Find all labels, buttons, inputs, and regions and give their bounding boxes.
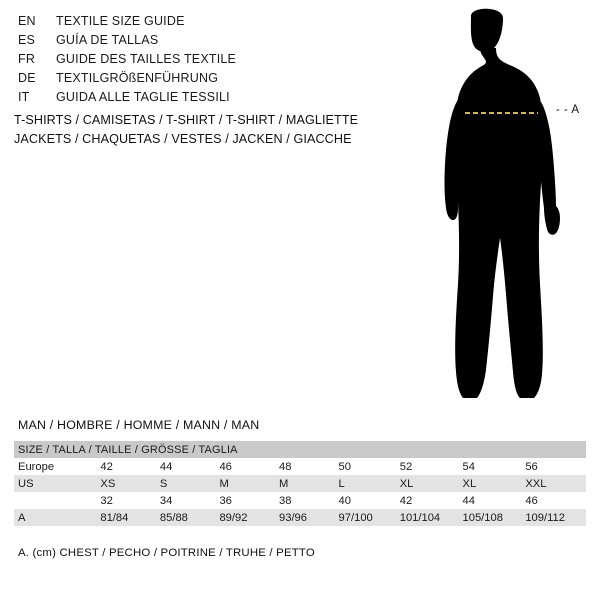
language-code: EN [18,14,36,28]
cell-value: 56 [523,458,586,475]
cell-value: 50 [337,458,398,475]
language-text: GUIDA ALLE TAGLIE TESSILI [56,90,230,104]
language-row-fr [18,52,378,71]
cell-value: 48 [277,458,337,475]
cell-value: XL [461,475,524,492]
language-code: ES [18,33,36,47]
cell-value: 109/112 [523,509,586,526]
language-guide-block [18,14,378,109]
category-jackets: JACKETS / CHAQUETAS / VESTES / JACKEN / GIACCHE [14,132,352,146]
cell-value: L [337,475,398,492]
table-row [14,475,586,492]
cell-value: 93/96 [277,509,337,526]
table-title: MAN / HOMBRE / HOMME / MANN / MAN [18,418,260,432]
cell-value: 42 [398,492,461,509]
size-table [14,441,586,526]
male-silhouette-figure [408,8,593,408]
cell-value: 54 [461,458,524,475]
cell-value: 97/100 [337,509,398,526]
category-tshirts: T-SHIRTS / CAMISETAS / T-SHIRT / T-SHIRT / MAGLIETTE [14,113,359,127]
language-text: GUÍA DE TALLAS [56,33,159,47]
cell-value: S [158,475,218,492]
cell-value: M [277,475,337,492]
cell-value: 81/84 [98,509,158,526]
cell-value: 46 [523,492,586,509]
table-header-label: SIZE / TALLA / TAILLE / GRÖSSE / TAGLIA [14,441,586,458]
cell-value: XL [398,475,461,492]
row-label: Europe [14,458,98,475]
row-label: A [14,509,98,526]
language-code: DE [18,71,36,85]
language-row-es [18,33,378,52]
cell-value: 44 [158,458,218,475]
cell-value: 101/104 [398,509,461,526]
cell-value: 105/108 [461,509,524,526]
language-text: GUIDE DES TAILLES TEXTILE [56,52,237,66]
garment-category-block [14,111,434,149]
language-row-de [18,71,378,90]
cell-value: 34 [158,492,218,509]
cell-value: 38 [277,492,337,509]
language-row-en [18,14,378,33]
cell-value: XS [98,475,158,492]
row-label: US [14,475,98,492]
language-text: TEXTILE SIZE GUIDE [56,14,185,28]
chest-measure-callout [556,104,580,116]
cell-value: XXL [523,475,586,492]
cell-value: 52 [398,458,461,475]
row-label [14,492,98,509]
cell-value: 89/92 [217,509,277,526]
cell-value: 36 [217,492,277,509]
table-footnote: A. (cm) CHEST / PECHO / POITRINE / TRUHE / PETTO [18,547,315,559]
cell-value: 32 [98,492,158,509]
language-code: IT [18,90,30,104]
cell-value: 42 [98,458,158,475]
language-text: TEXTILGRÖßENFÜHRUNG [56,71,219,85]
cell-value: M [217,475,277,492]
table-row [14,458,586,475]
callout-dash: - - [556,104,569,116]
callout-letter: A [571,104,580,116]
language-code: FR [18,52,36,66]
cell-value: 40 [337,492,398,509]
language-row-it [18,90,378,109]
cell-value: 46 [217,458,277,475]
cell-value: 44 [461,492,524,509]
table-row [14,492,586,509]
cell-value: 85/88 [158,509,218,526]
table-row [14,509,586,526]
table-header-row [14,441,586,458]
